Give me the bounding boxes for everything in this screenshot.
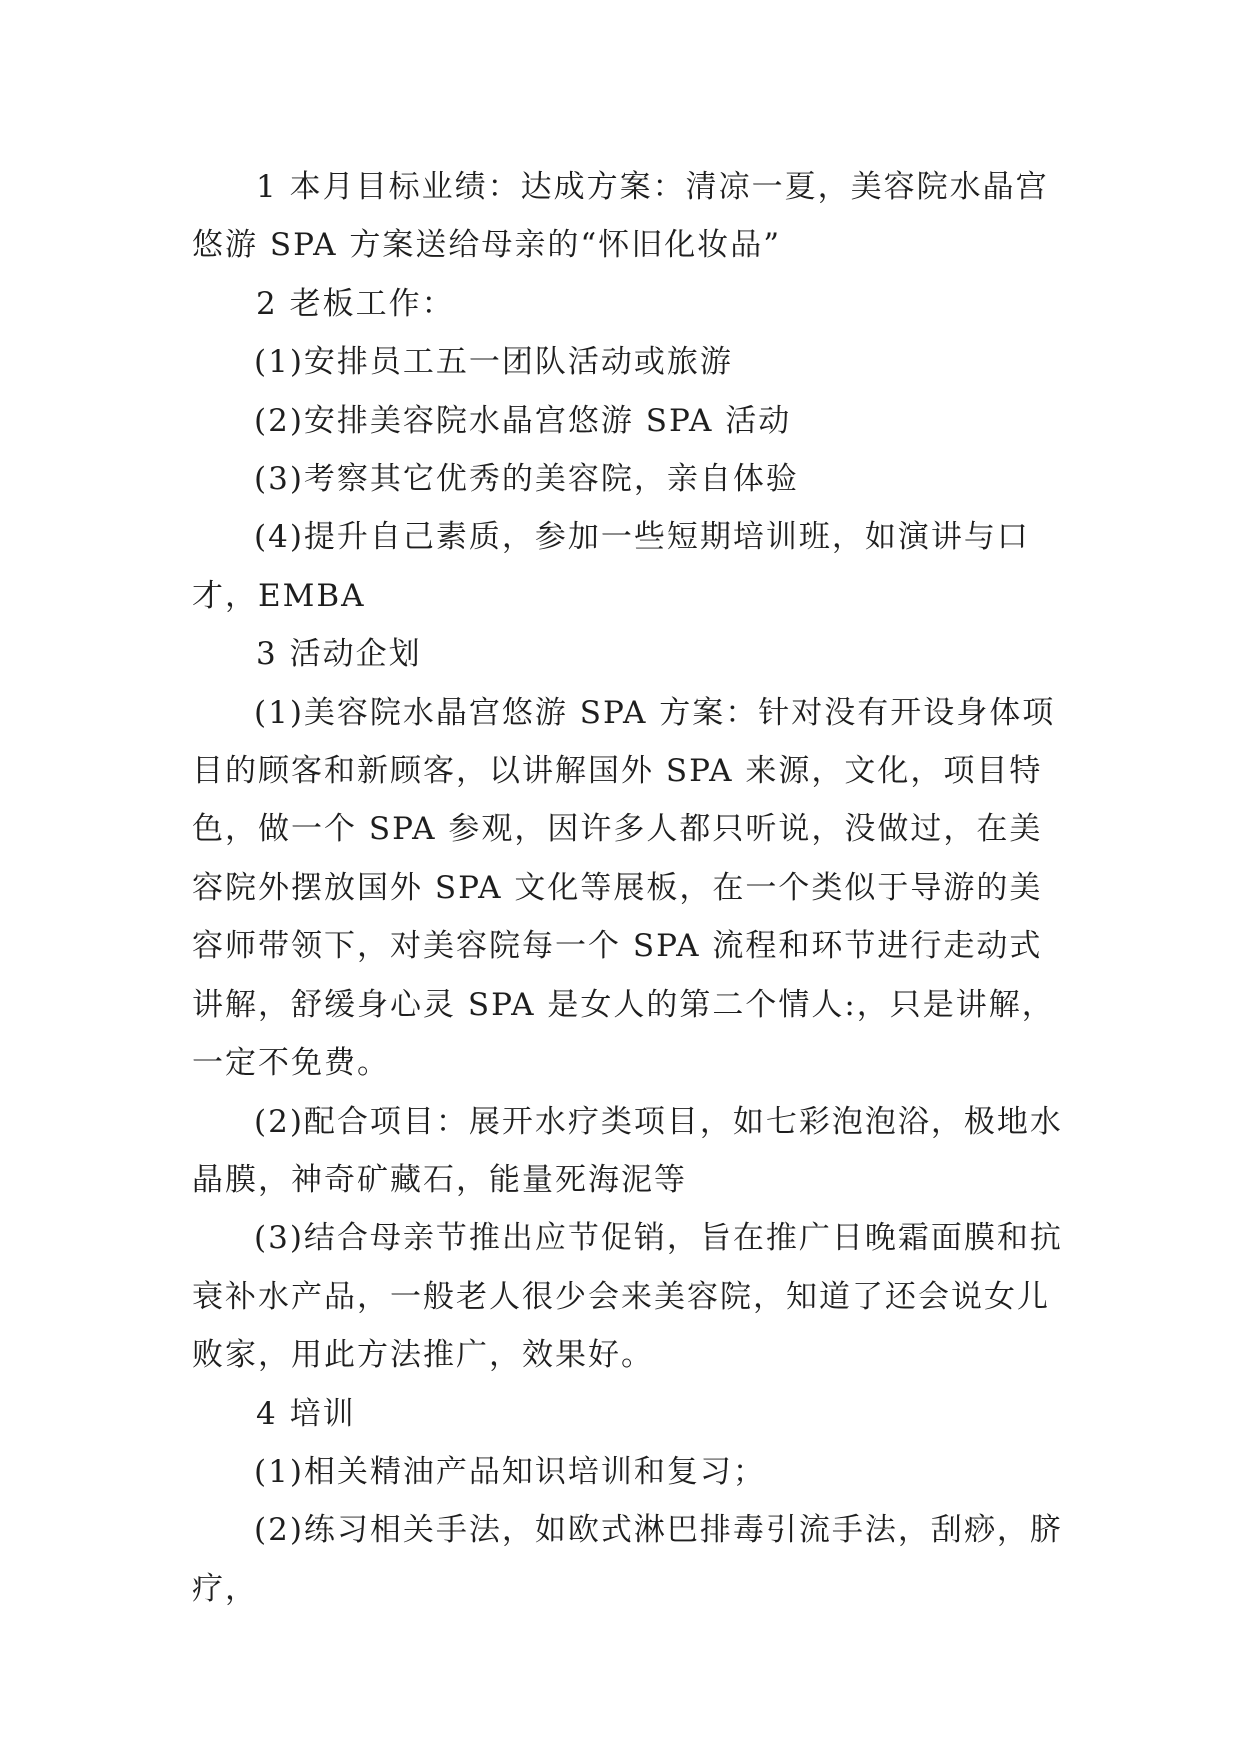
document-body xyxy=(192,158,1072,1618)
paragraph-activity-item-3: (3)结合母亲节推出应节促销，旨在推广日晚霜面膜和抗衰补水产品，一般老人很少会来美容院，知道了还会说女儿败家，用此方法推广，效果好。 xyxy=(192,1220,1063,1374)
paragraph-boss-work-heading: 2 老板工作： xyxy=(256,285,455,322)
paragraph-training-heading: 4 培训 xyxy=(256,1395,356,1432)
paragraph-activity-planning-heading: 3 活动企划 xyxy=(256,636,422,673)
paragraph-training-item-1: (1)相关精油产品知识培训和复习； xyxy=(254,1453,766,1490)
paragraph-training-item-2: (2)练习相关手法，如欧式淋巴排毒引流手法，刮痧，脐疗， xyxy=(192,1512,1063,1607)
paragraph-boss-work-item-4: (4)提升自己素质，参加一些短期培训班，如演讲与口才，EMBA xyxy=(192,519,1030,614)
paragraph-boss-work-item-3: (3)考察其它优秀的美容院，亲自体验 xyxy=(254,461,799,498)
paragraph-boss-work-item-2: (2)安排美容院水晶宫悠游 SPA 活动 xyxy=(254,402,792,439)
paragraph-monthly-target: 1 本月目标业绩：达成方案：清凉一夏，美容院水晶宫悠游 SPA 方案送给母亲的“怀旧化妆品” xyxy=(192,169,1049,264)
paragraph-activity-item-1: (1)美容院水晶宫悠游 SPA 方案：针对没有开设身体项目的顾客和新顾客，以讲解国外 SPA 来源，文化，项目特色，做一个 SPA 参观，因许多人都只听说，没做过，在美容院外摆放国外 SPA 文化等展板，在一个类似于导游的美容师带领下，对美容院每一个 SPA 流程和环节进行走动式讲解，舒缓身心灵 SPA 是女人的第二个情人:，只是讲解，一定不免费。 xyxy=(192,694,1056,1082)
paragraph-boss-work-item-1: (1)安排员工五一团队活动或旅游 xyxy=(254,344,733,381)
paragraph-activity-item-2: (2)配合项目：展开水疗类项目，如七彩泡泡浴，极地水晶膜，神奇矿藏石，能量死海泥等 xyxy=(192,1103,1063,1198)
